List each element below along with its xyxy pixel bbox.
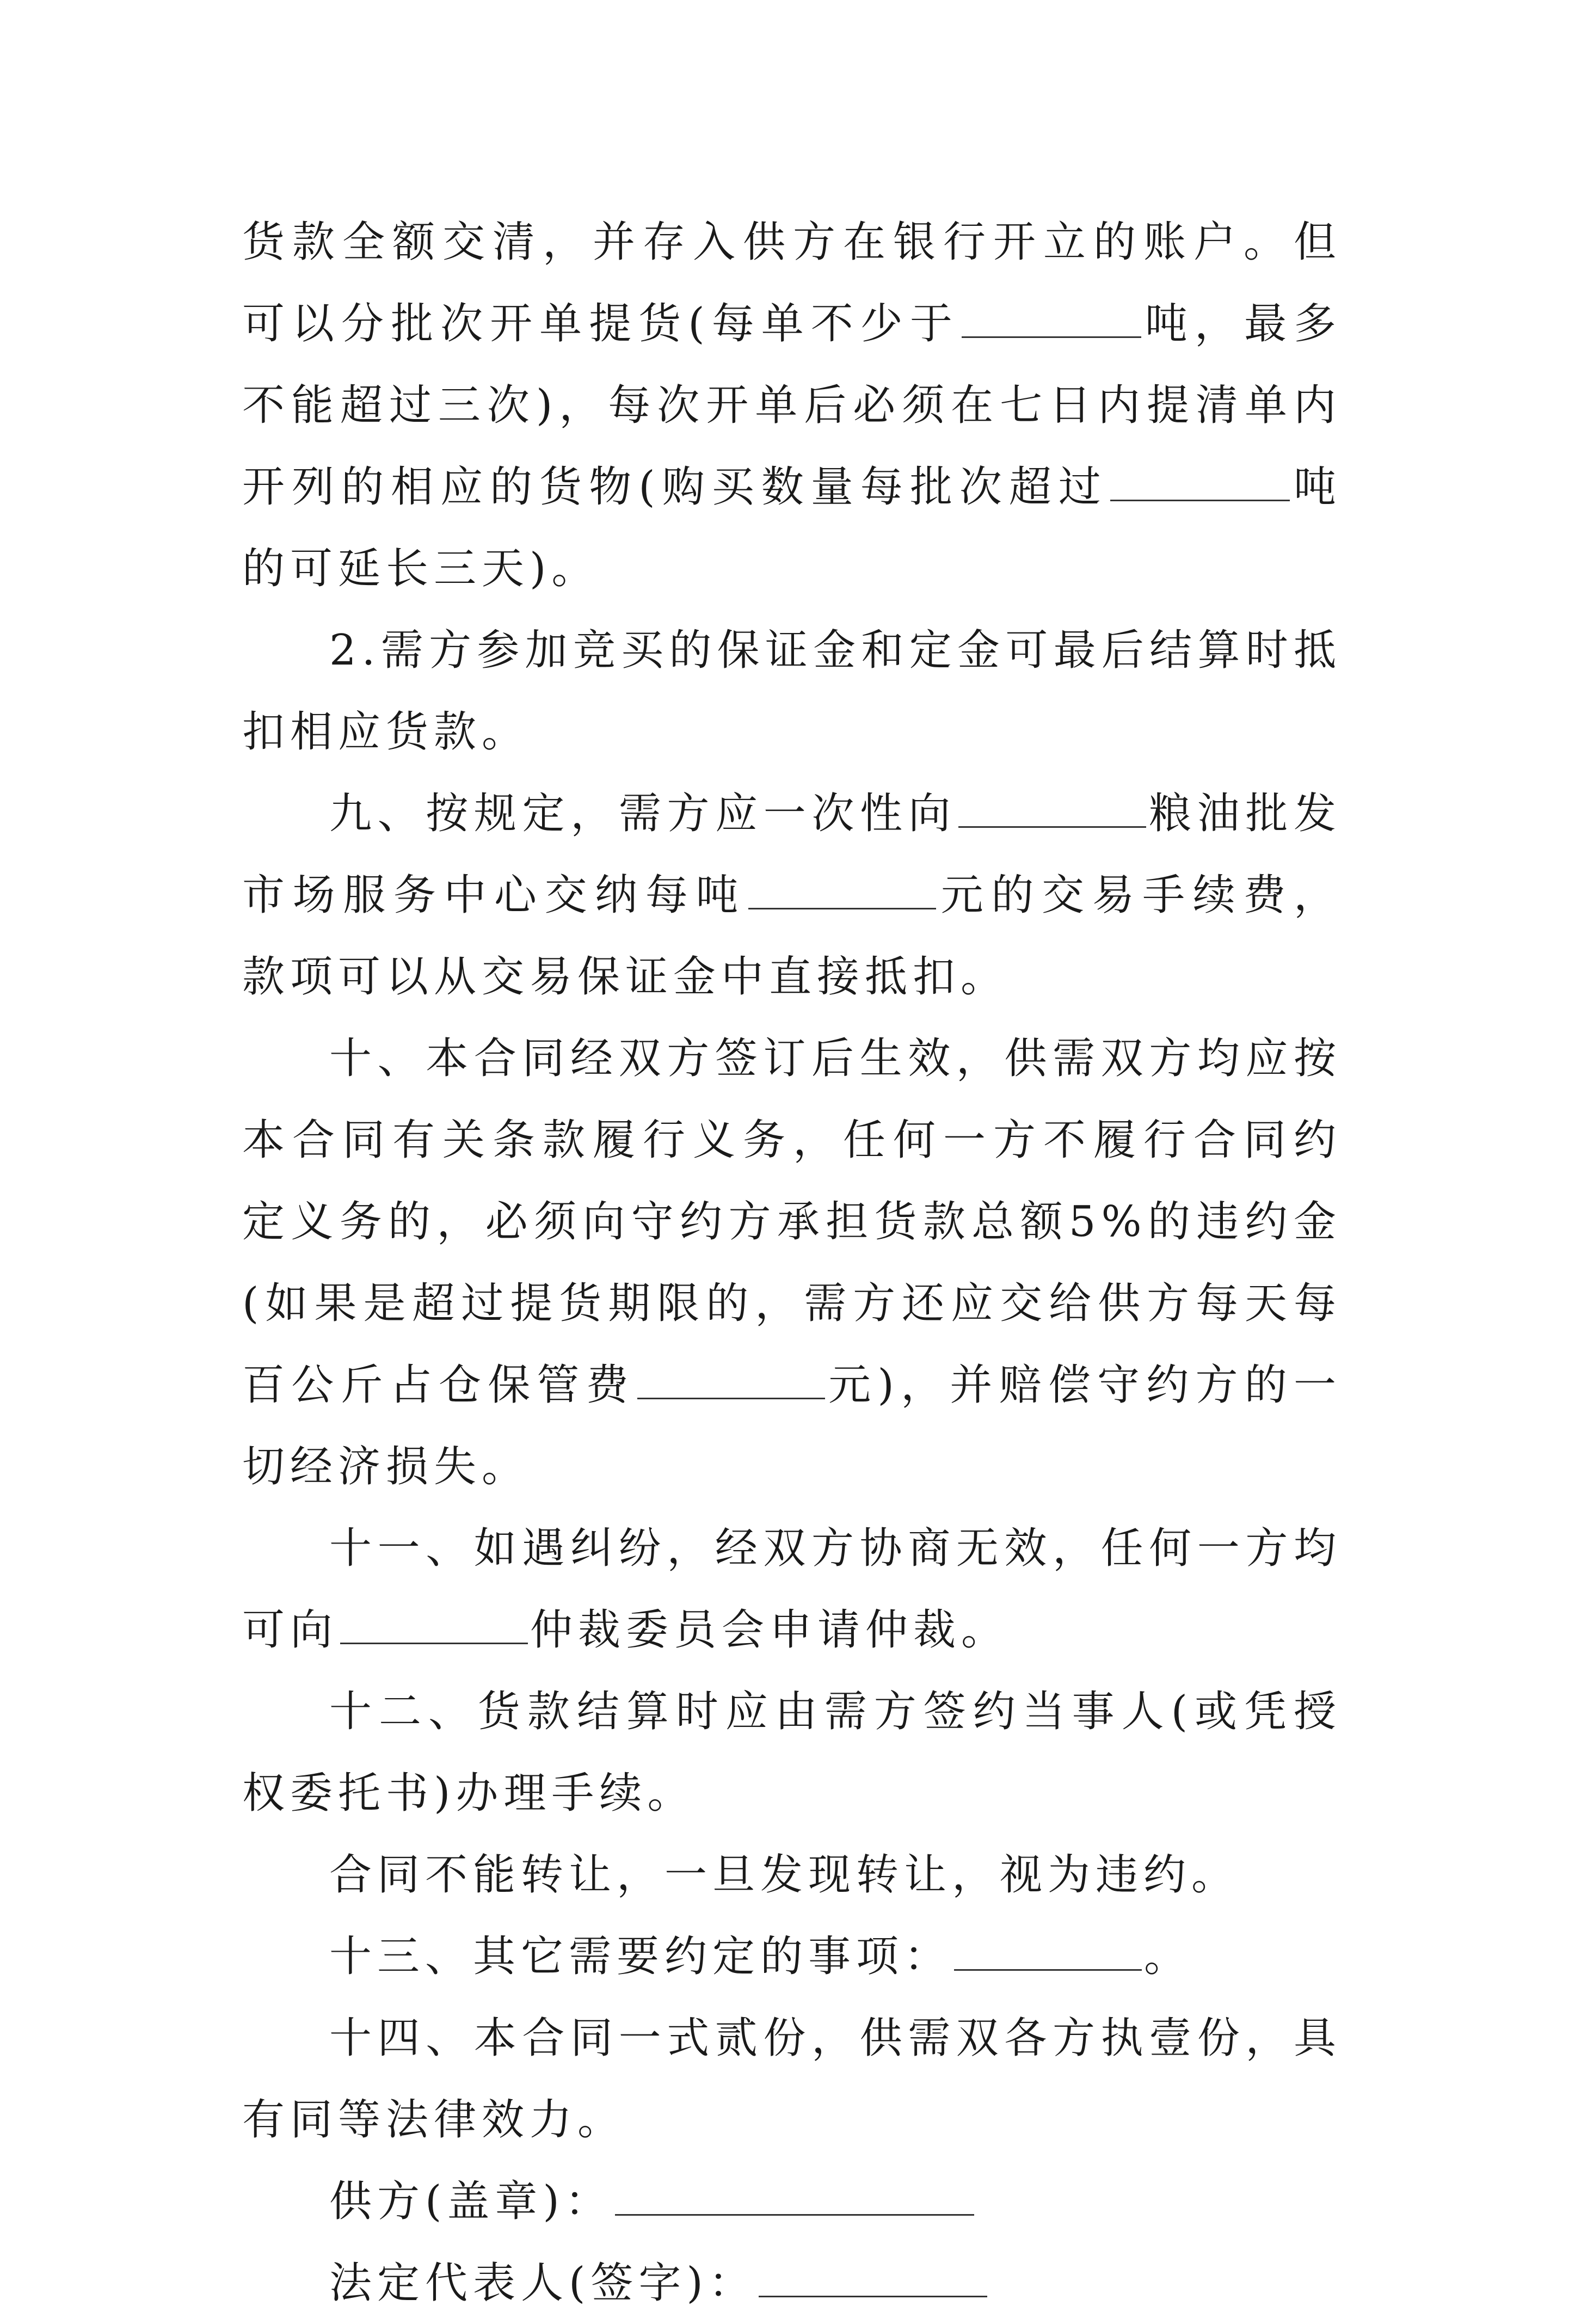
- blank-line: [958, 791, 1146, 828]
- blank-line: [1110, 465, 1290, 501]
- paragraph-clause-9: [242, 773, 1342, 1018]
- paragraph-payment-terms: [242, 201, 1342, 610]
- legal-rep-signature-blank: [759, 2261, 987, 2297]
- text-segment: 元)，并赔偿守约方的一切经济损失。: [242, 1361, 1342, 1491]
- paragraph-deposit: 2.需方参加竞买的保证金和定金可最后结算时抵扣相应货款。: [242, 626, 1342, 757]
- paragraph-clause-11: [242, 1508, 1342, 1671]
- text-segment: 十三、其它需要约定的事项：: [329, 1932, 952, 1981]
- supplier-seal-blank: [615, 2179, 974, 2216]
- text-segment: 九、按规定，需方应一次性向: [329, 789, 957, 838]
- blank-line: [954, 1934, 1142, 1971]
- legal-rep-signature-line: [242, 2242, 1342, 2324]
- paragraph-clause-13: [242, 1916, 1342, 1997]
- text-segment: 。: [1144, 1932, 1192, 1981]
- contract-body: [242, 201, 1342, 2324]
- text-segment: 仲裁委员会申请仲裁。: [530, 1606, 1010, 1655]
- paragraph-clause-12: 十二、货款结算时应由需方签约当事人(或凭授权委托书)办理手续。: [242, 1687, 1342, 1818]
- text-segment: 元的交易手续费，款项可以从交易保证金中直接抵扣。: [242, 871, 1342, 1001]
- supplier-seal-label: 供方(盖章)：: [329, 2177, 613, 2226]
- text-segment: 吨的可延长三天)。: [242, 463, 1342, 593]
- paragraph-clause-14: 十四、本合同一式贰份，供需双各方执壹份，具有同等法律效力。: [242, 2014, 1342, 2144]
- legal-rep-signature-label: 法定代表人(签字)：: [329, 2259, 756, 2308]
- text-segment: 十、本合同经双方签订后生效，供需双方均应按本合同有关条款履行义务，任何一方不履行合同约定义务的，必须向守约方承担货款总额5%的违约金(如果是超过提货期限的，需方还应交给供方每天每百公斤占仓保管费: [242, 1034, 1342, 1410]
- blank-line: [962, 302, 1141, 338]
- blank-line: [637, 1363, 825, 1399]
- text-segment: 粮油批发市场服务中心交纳每吨: [242, 789, 1342, 920]
- text-segment: 货款全额交清，并存入供方在银行开立的账户。但可以分批次开单提货(每单不少于: [242, 218, 1342, 348]
- blank-line: [340, 1608, 528, 1644]
- blank-line: [748, 873, 936, 909]
- text-segment: 十一、如遇纠纷，经双方协商无效，任何一方均可向: [242, 1524, 1342, 1655]
- paragraph-clause-10: [242, 1018, 1342, 1508]
- text-segment: 吨，最多不能超过三次)，每次开单后必须在七日内提清单内开列的相应的货物(购买数量每批次超过: [242, 299, 1342, 512]
- supplier-seal-line: [242, 2161, 1342, 2242]
- paragraph-no-transfer: 合同不能转让，一旦发现转让，视为违约。: [329, 1850, 1240, 1899]
